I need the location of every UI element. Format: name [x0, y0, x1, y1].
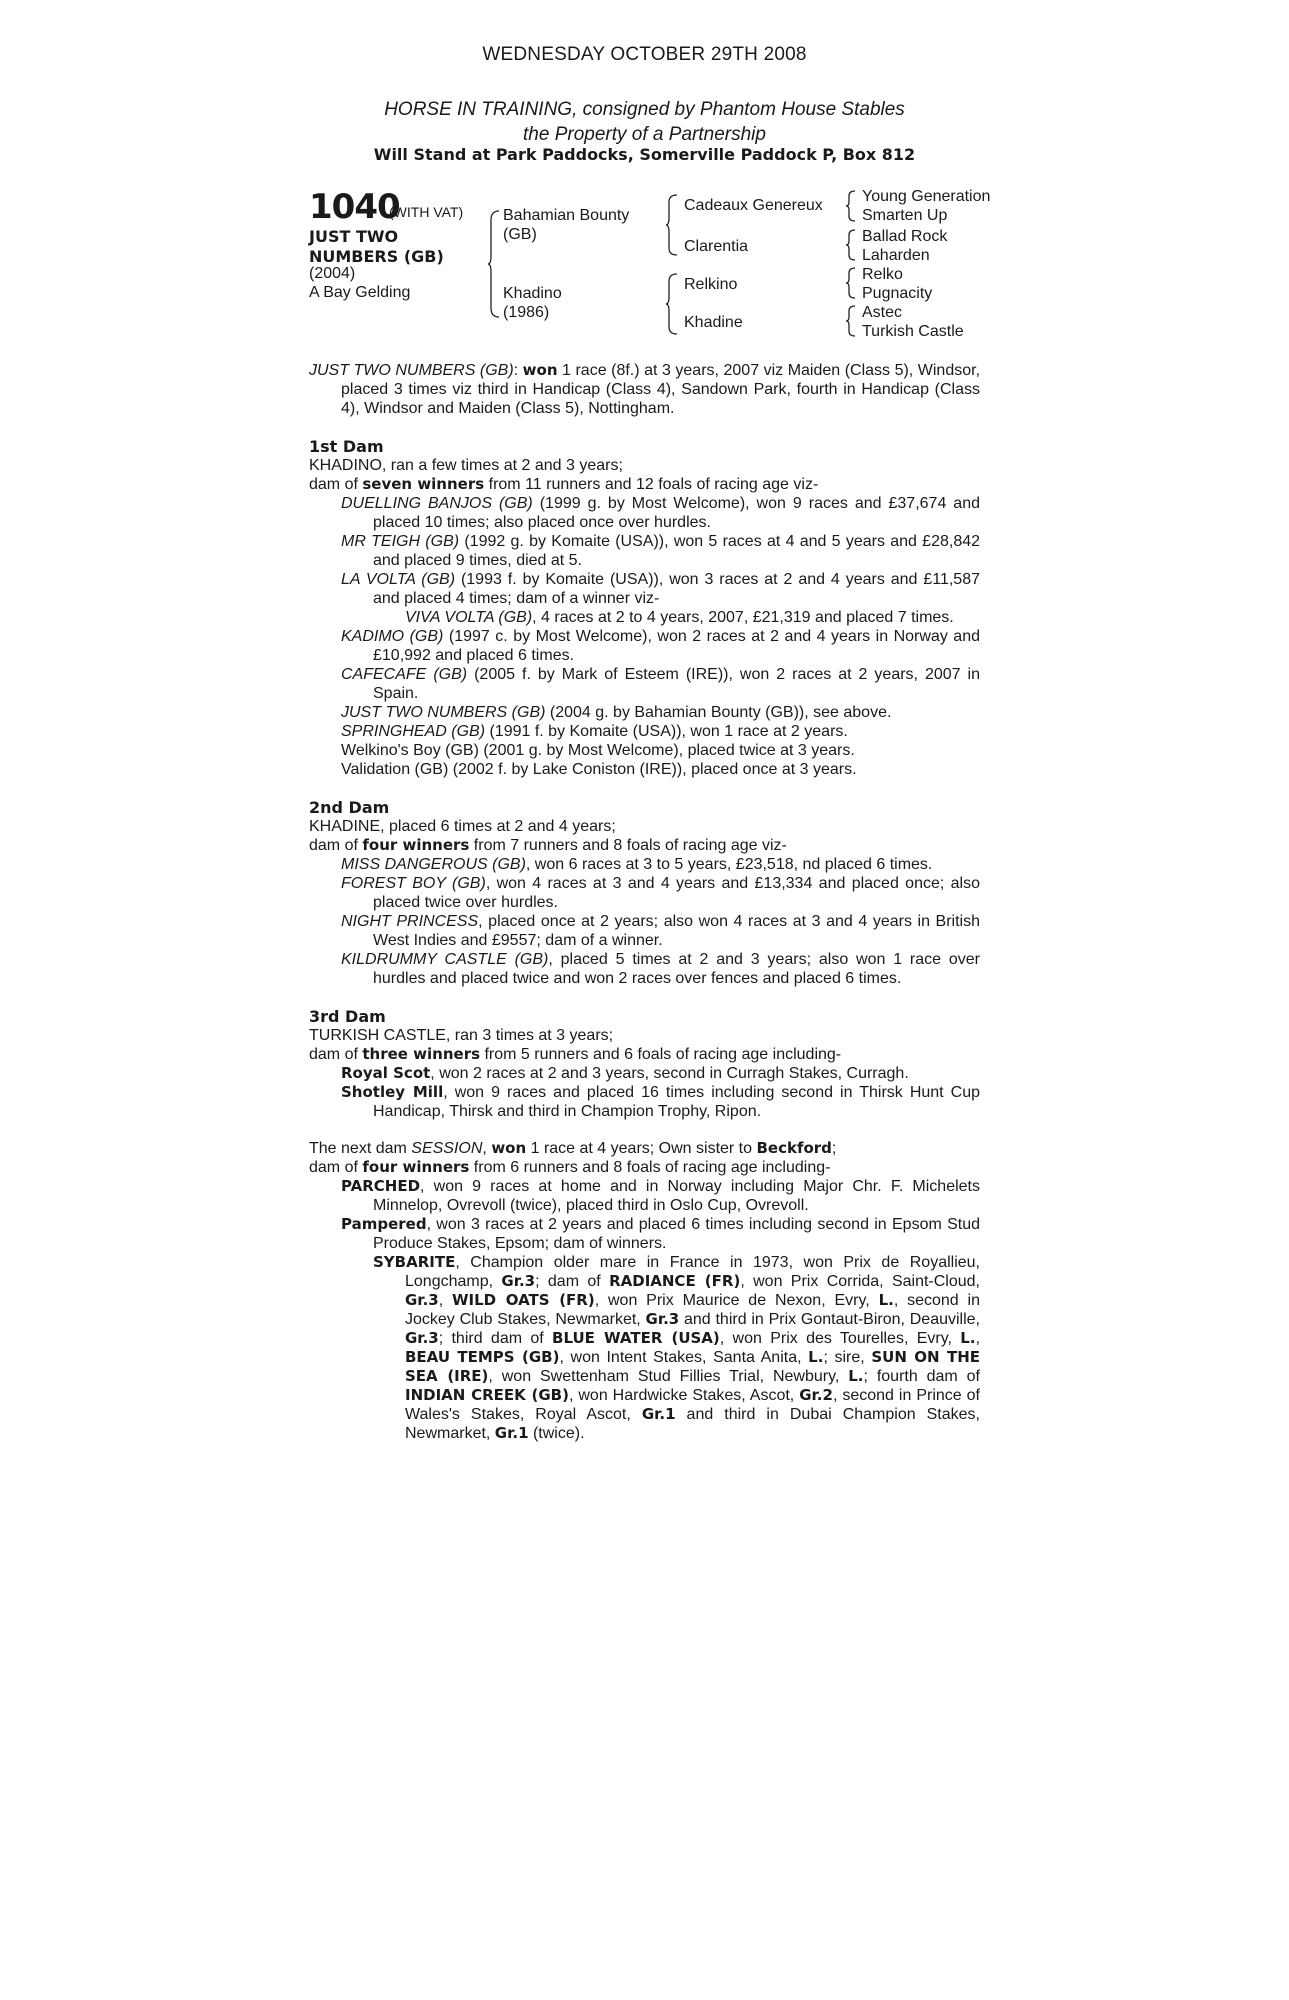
fourth-dam-line1	[309, 1139, 980, 1158]
sybarite-bold-5: L.	[878, 1291, 894, 1309]
horse-name-line-2: NUMBERS (GB)	[309, 247, 444, 266]
first-dam-offspring	[309, 570, 980, 608]
sybarite-text-5: , second in Jockey Club Stakes, Newmarket,	[405, 1292, 980, 1328]
vat-note: (WITH VAT)	[389, 204, 464, 220]
sybarite-text-6: and third in Prix Gontaut-Biron, Deauville,	[679, 1311, 981, 1328]
offspring-name: FOREST BOY (GB)	[341, 875, 486, 892]
offspring-text: Validation (GB) (2002 f. by Lake Coniston (IRE)), placed once at 3 years.	[341, 761, 857, 778]
pedigree-dam	[503, 284, 562, 322]
second-dam-offspring	[309, 950, 980, 988]
first-dam-offspring	[309, 627, 980, 665]
pedigree-sire-dam: Clarentia	[684, 238, 749, 255]
offspring-text: (1999 g. by Most Welcome), won 9 races and £37,674 and placed 10 times; also placed once over hurdles.	[373, 495, 981, 531]
offspring-text: , won 9 races at home and in Norway including Major Chr. F. Michelets Minnelop, Ovrevoll (twice), placed third in Oslo Cup, Ovrevoll.	[373, 1178, 980, 1214]
third-dam-offspring	[309, 1064, 980, 1083]
second-dam-winners: four winners	[362, 836, 470, 854]
second-dam-heading: 2nd Dam	[309, 798, 390, 817]
fourth-dam-offspring	[309, 1215, 980, 1253]
title-line-2: the Property of a Partnership	[523, 124, 766, 145]
sybarite-text-13: ; fourth dam of	[863, 1368, 980, 1385]
offspring-name: KILDRUMMY CASTLE (GB)	[341, 951, 549, 968]
first-dam-winners: seven winners	[362, 475, 485, 493]
sybarite-text-8: , won Prix des Tourelles, Evry,	[719, 1330, 961, 1347]
pedigree-brace-gen1	[488, 210, 500, 318]
horse-name	[309, 227, 444, 267]
pedigree-dds: Astec	[862, 304, 903, 321]
first-dam-offspring	[309, 722, 980, 741]
pedigree-brace-sire	[666, 194, 678, 256]
first-dam-offspring	[309, 494, 980, 532]
title-line-1: HORSE IN TRAINING, consigned by Phantom House Stables	[384, 99, 905, 120]
offspring-text: , placed once at 2 years; also won 4 races at 3 and 4 years in British West Indies and £9557; dam of a winner.	[373, 913, 981, 949]
horse-description: A Bay Gelding	[309, 284, 411, 301]
sybarite-text-7: ; third dam of	[438, 1330, 553, 1347]
horse-name-line-1: JUST TWO	[309, 227, 399, 246]
pedigree-sire	[503, 206, 629, 244]
fourth-dam-winners: four winners	[362, 1158, 470, 1176]
sale-date: WEDNESDAY OCTOBER 29TH 2008	[482, 44, 807, 65]
fourth-dam-offspring	[309, 1177, 980, 1215]
sire-name: Bahamian Bounty	[503, 207, 630, 224]
fourth-dam-sibling: Beckford	[756, 1139, 832, 1157]
pedigree-brace-dam	[666, 273, 678, 335]
sybarite-text-9: ,	[975, 1330, 981, 1347]
lot-title	[0, 97, 1289, 147]
sybarite-text-16: and third in Dubai Champion Stakes, Newmarket,	[405, 1406, 980, 1442]
third-dam-line1: TURKISH CASTLE, ran 3 times at 3 years;	[309, 1027, 614, 1044]
offspring-name: VIVA VOLTA (GB)	[405, 609, 533, 626]
first-dam-line2-post: from 11 runners and 12 foals of racing age viz-	[484, 476, 819, 493]
sybarite-text-14: , won Hardwicke Stakes, Ascot,	[568, 1387, 800, 1404]
pedigree-sss: Young Generation	[862, 188, 991, 205]
offspring-text: , won 6 races at 3 to 5 years, £23,518, nd placed 6 times.	[525, 856, 933, 873]
sybarite-bold-4: WILD OATS (FR)	[452, 1291, 595, 1309]
lot-number: 1040	[309, 187, 400, 227]
stand-location: Will Stand at Park Paddocks, Somerville Paddock P, Box 812	[373, 145, 916, 164]
fourth-dam-l1a: The next dam	[309, 1140, 412, 1157]
offspring-name: JUST TWO NUMBERS (GB)	[341, 704, 546, 721]
offspring-text: , won 3 races at 2 years and placed 6 times including second in Epsom Stud Produce Stakes, Epsom; dam of winners.	[373, 1216, 980, 1252]
offspring-text: (2004 g. by Bahamian Bounty (GB)), see above.	[545, 704, 892, 721]
offspring-text: (1993 f. by Komaite (USA)), won 3 races at 2 and 4 years and £11,587 and placed 4 times; dam of a winner viz-	[373, 571, 980, 607]
race-record-won: won	[522, 361, 558, 379]
sybarite-bold-10: BEAU TEMPS (GB)	[405, 1348, 560, 1366]
first-dam-offspring	[309, 760, 980, 779]
second-dam-line2-pre: dam of	[309, 837, 363, 854]
offspring-text: , won 9 races and placed 16 times including second in Thirsk Hunt Cup Handicap, Thirsk and third in Champion Trophy, Ripon.	[373, 1084, 981, 1120]
sybarite-text-3: ,	[438, 1292, 452, 1309]
offspring-name: PARCHED	[341, 1177, 421, 1195]
sybarite-bold-9: L.	[960, 1329, 976, 1347]
third-dam-section	[309, 1007, 980, 1121]
first-dam-section	[309, 437, 980, 779]
fourth-dam-l2-pre: dam of	[309, 1159, 363, 1176]
sybarite-bold-11: L.	[808, 1348, 824, 1366]
pedigree-dam-dam: Khadine	[684, 314, 743, 331]
sybarite-bold-17: Gr.1	[494, 1424, 529, 1442]
dam-year: (1986)	[503, 304, 550, 321]
offspring-text: , 4 races at 2 to 4 years, 2007, £21,319 and placed 7 times.	[532, 609, 954, 626]
offspring-name: MISS DANGEROUS (GB)	[341, 856, 526, 873]
sybarite-text-1: ; dam of	[535, 1273, 610, 1290]
fourth-dam-l2-post: from 6 runners and 8 foals of racing age including-	[469, 1159, 831, 1176]
third-dam-line2-post: from 5 runners and 6 foals of racing age including-	[480, 1046, 842, 1063]
fourth-dam-l1g: ;	[831, 1140, 837, 1157]
sybarite-bold-8: BLUE WATER (USA)	[552, 1329, 720, 1347]
first-dam-line1: KHADINO, ran a few times at 2 and 3 years;	[309, 457, 623, 474]
offspring-name: Shotley Mill	[341, 1083, 444, 1101]
pedigree-dsd: Pugnacity	[862, 285, 933, 302]
offspring-name: DUELLING BANJOS (GB)	[341, 495, 533, 512]
third-dam-line2	[309, 1045, 980, 1064]
offspring-name: LA VOLTA (GB)	[341, 571, 456, 588]
third-dam-heading: 3rd Dam	[309, 1007, 386, 1026]
sybarite-bold-1: Gr.3	[501, 1272, 536, 1290]
fourth-dam-line2	[309, 1158, 980, 1177]
pedigree-sire-sire: Cadeaux Genereux	[684, 197, 823, 214]
offspring-name: Pampered	[341, 1215, 427, 1233]
first-dam-offspring	[309, 532, 980, 570]
pedigree-sdd: Laharden	[862, 247, 930, 264]
second-dam-line2-post: from 7 runners and 8 foals of racing age viz-	[469, 837, 787, 854]
sybarite-bold-7: Gr.3	[405, 1329, 439, 1347]
pedigree-brace-sd	[846, 229, 856, 261]
race-record-text: 1 race (8f.) at 3 years, 2007 viz Maiden (Class 5), Windsor, placed 3 times viz third in Handicap (Class 4), Sandown Park, fourth in Handicap (Class 4), Windsor and Maiden (Class 5), Nottingham.	[341, 362, 981, 417]
offspring-text: , won 2 races at 2 and 3 years, second in Curragh Stakes, Curragh.	[430, 1065, 909, 1082]
sybarite-text-15: , second in Prince of Wales's Stakes, Royal Ascot,	[405, 1387, 980, 1423]
dam-name: Khadino	[503, 285, 562, 302]
first-dam-line2	[309, 475, 980, 494]
foaling-year: (2004)	[309, 265, 356, 282]
pedigree-brace-dd	[846, 305, 856, 337]
second-dam-offspring	[309, 874, 980, 912]
sybarite-bold-15: Gr.2	[799, 1386, 833, 1404]
sybarite-bold-6: Gr.3	[645, 1310, 680, 1328]
sybarite-bold-0: SYBARITE	[373, 1253, 456, 1271]
sire-country: (GB)	[503, 226, 537, 243]
sybarite-text-12: , won Swettenham Stud Fillies Trial, Newbury,	[488, 1368, 849, 1385]
sybarite-text-10: , won Intent Stakes, Santa Anita,	[559, 1349, 809, 1366]
fourth-dam-l1e: 1 race at 4 years; Own sister to	[526, 1140, 757, 1157]
race-record-horse: JUST TWO NUMBERS (GB)	[309, 362, 514, 379]
offspring-text: (2005 f. by Mark of Esteem (IRE)), won 2 races at 2 years, 2007 in Spain.	[373, 666, 981, 702]
second-dam-section	[309, 798, 980, 988]
first-dam-heading: 1st Dam	[309, 437, 384, 456]
pedigree-brace-ds	[846, 267, 856, 299]
pedigree-ddd: Turkish Castle	[862, 323, 964, 340]
first-dam-grand-offspring	[309, 608, 980, 627]
offspring-name: KADIMO (GB)	[341, 628, 444, 645]
second-dam-offspring	[309, 855, 980, 874]
first-dam-offspring	[309, 741, 980, 760]
pedigree-dam-sire: Relkino	[684, 276, 738, 293]
offspring-text: , won 4 races at 3 and 4 years and £13,334 and placed once; also placed twice over hurdles.	[373, 875, 980, 911]
first-dam-offspring	[309, 665, 980, 703]
fourth-dam-l1c: ,	[482, 1140, 492, 1157]
offspring-name: CAFECAFE (GB)	[341, 666, 468, 683]
second-dam-offspring	[309, 912, 980, 950]
sybarite-bold-13: L.	[848, 1367, 864, 1385]
pedigree-brace-ss	[846, 190, 856, 222]
third-dam-line2-pre: dam of	[309, 1046, 363, 1063]
fourth-dam-section	[309, 1139, 980, 1443]
sybarite-bold-3: Gr.3	[405, 1291, 439, 1309]
sybarite-text-2: , won Prix Corrida, Saint-Cloud,	[740, 1273, 981, 1290]
offspring-text: Welkino's Boy (GB) (2001 g. by Most Welcome), placed twice at 3 years.	[341, 742, 855, 759]
sybarite-bold-12: SUN ON THE SEA (IRE)	[405, 1348, 980, 1385]
sybarite-text-11: ; sire,	[823, 1349, 872, 1366]
third-dam-winners: three winners	[362, 1045, 481, 1063]
offspring-name: SPRINGHEAD (GB)	[341, 723, 486, 740]
offspring-name: Royal Scot	[341, 1064, 431, 1082]
first-dam-offspring	[309, 703, 980, 722]
sybarite-text-4: , won Prix Maurice de Nexon, Evry,	[594, 1292, 879, 1309]
pedigree-sds: Ballad Rock	[862, 228, 948, 245]
sybarite-bold-14: INDIAN CREEK (GB)	[405, 1386, 569, 1404]
offspring-text: (1992 g. by Komaite (USA)), won 5 races at 4 and 5 years and £28,842 and placed 9 times, died at 5.	[373, 533, 981, 569]
sybarite-bold-16: Gr.1	[641, 1405, 676, 1423]
offspring-name: MR TEIGH (GB)	[341, 533, 460, 550]
offspring-text: (1991 f. by Komaite (USA)), won 1 race at 2 years.	[485, 723, 848, 740]
race-record	[309, 361, 980, 418]
offspring-text: (1997 c. by Most Welcome), won 2 races at 2 and 4 years in Norway and £10,992 and placed 6 times.	[373, 628, 980, 664]
second-dam-line1: KHADINE, placed 6 times at 2 and 4 years;	[309, 818, 616, 835]
fourth-dam-name: SESSION	[411, 1140, 483, 1157]
offspring-text: , placed 5 times at 2 and 3 years; also won 1 race over hurdles and placed twice and won 2 races over fences and placed 6 times.	[373, 951, 981, 987]
race-record-paragraph: JUST TWO NUMBERS (GB): won 1 race (8f.) at 3 years, 2007 viz Maiden (Class 5), Windsor, placed 3 times viz third in Handicap (Class 4), Sandown Park, fourth in Handicap (Class 4), Windsor and Maiden (Class 5), Nottingham.	[309, 361, 981, 417]
sybarite-bold-2: RADIANCE (FR)	[609, 1272, 741, 1290]
offspring-name: NIGHT PRINCESS	[341, 913, 479, 930]
sybarite-entry	[309, 1253, 980, 1443]
first-dam-line2-pre: dam of	[309, 476, 363, 493]
sybarite-text-0: , Champion older mare in France in 1973, won Prix de Royallieu, Longchamp,	[405, 1254, 980, 1290]
third-dam-offspring	[309, 1083, 980, 1121]
pedigree-dss: Relko	[862, 266, 903, 283]
sybarite-text-17: (twice).	[528, 1425, 585, 1442]
fourth-dam-won: won	[491, 1139, 527, 1157]
second-dam-line2	[309, 836, 980, 855]
pedigree-ssd: Smarten Up	[862, 207, 948, 224]
